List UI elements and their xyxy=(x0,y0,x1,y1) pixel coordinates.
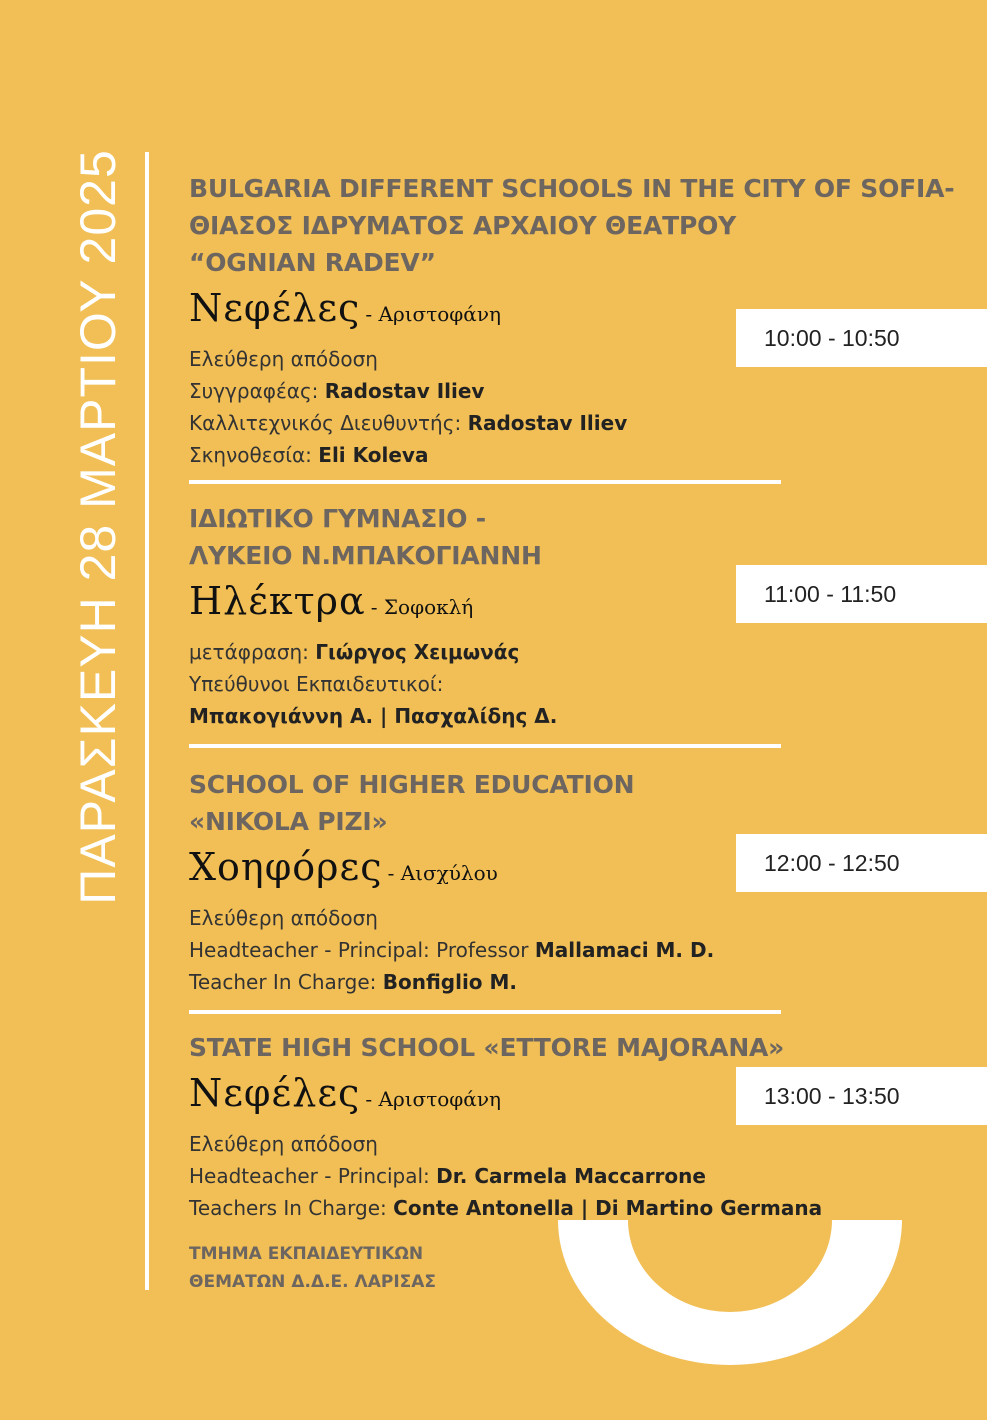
event-header-line: ΘΙΑΣΟΣ ΙΔΡΥΜΑΤΟΣ ΑΡΧΑΙΟΥ ΘΕΑΤΡΟΥ xyxy=(189,211,737,240)
info-line xyxy=(189,636,557,668)
info-label: Ελεύθερη απόδοση xyxy=(189,347,378,371)
play-author: - Αριστοφάνη xyxy=(365,302,501,326)
decorative-arc xyxy=(558,1220,903,1370)
info-label: Headteacher - Principal: xyxy=(189,1164,437,1188)
info-label: Υπεύθυνοι Εκπαιδευτικοί: xyxy=(189,672,444,696)
info-value: Eli Koleva xyxy=(318,443,429,467)
info-line xyxy=(189,407,954,439)
event-4 xyxy=(189,1029,822,1224)
info-value: Dr. Carmela Maccarrone xyxy=(436,1164,706,1188)
time-slot: 10:00 - 10:50 xyxy=(736,309,987,367)
separator xyxy=(189,480,781,484)
event-header-line: SCHOOL OF HIGHER EDUCATION xyxy=(189,770,635,799)
play-title: Χοηφόρες xyxy=(189,845,383,889)
event-header-line: STATE HIGH SCHOOL «ETTORE MAJORANA» xyxy=(189,1033,785,1062)
info-value: Radostav Iliev xyxy=(467,411,628,435)
time-slot: 12:00 - 12:50 xyxy=(736,834,987,892)
play-title: Νεφέλες xyxy=(189,286,361,330)
info-label: Ελεύθερη απόδοση xyxy=(189,906,378,930)
time-slot: 11:00 - 11:50 xyxy=(736,565,987,623)
date-text: ΠΑΡΑΣΚΕΥΗ 28 ΜΑΡΤΙΟΥ 2025 xyxy=(70,149,127,905)
event-header-line: ΛΥΚΕΙΟ Ν.ΜΠΑΚΟΓΙΑΝΝΗ xyxy=(189,541,542,570)
info-label: Σκηνοθεσία: xyxy=(189,443,319,467)
info-label: μετάφραση: xyxy=(189,640,316,664)
info-value: Conte Antonella | Di Martino Germana xyxy=(393,1196,823,1220)
separator xyxy=(189,744,781,748)
play-title: Νεφέλες xyxy=(189,1071,361,1115)
info-line xyxy=(189,966,714,998)
info-value: Bonfiglio M. xyxy=(382,970,518,994)
event-header-line: «NIKOLA PIZI» xyxy=(189,807,388,836)
play-line xyxy=(189,840,714,902)
play-author: - Σοφοκλή xyxy=(370,595,474,619)
info-value: Mallamaci M. D. xyxy=(534,938,715,962)
footer-organization xyxy=(189,1240,436,1296)
play-line xyxy=(189,1066,822,1128)
event-2 xyxy=(189,500,557,732)
info-line xyxy=(189,902,714,934)
info-line xyxy=(189,700,557,732)
info-label: Συγγραφέας: xyxy=(189,379,325,403)
play-line xyxy=(189,574,557,636)
footer-line: ΤΜΗΜΑ ΕΚΠΑΙΔΕΥΤΙΚΩΝ xyxy=(189,1244,424,1264)
info-label: Teachers In Charge: xyxy=(189,1196,394,1220)
date-vertical xyxy=(58,149,138,905)
info-line xyxy=(189,1160,822,1192)
play-author: - Αριστοφάνη xyxy=(365,1087,501,1111)
event-3 xyxy=(189,766,714,998)
info-line xyxy=(189,934,714,966)
info-value: Μπακογιάννη Α. | Πασχαλίδης Δ. xyxy=(189,704,558,728)
time-slot: 13:00 - 13:50 xyxy=(736,1067,987,1125)
info-line xyxy=(189,1128,822,1160)
event-header-line: ΙΔΙΩΤΙΚΟ ΓΥΜΝΑΣΙΟ - xyxy=(189,504,486,533)
info-line xyxy=(189,668,557,700)
event-header-line: “OGNIAN RADEV” xyxy=(189,248,436,277)
info-label: Teacher In Charge: xyxy=(189,970,383,994)
info-line xyxy=(189,375,954,407)
info-line xyxy=(189,439,954,471)
info-value: Radostav Iliev xyxy=(324,379,485,403)
separator xyxy=(189,1010,781,1014)
vertical-divider xyxy=(145,152,149,1290)
info-label: Headteacher - Principal: Professor xyxy=(189,938,535,962)
event-header-line: BULGARIA DIFFERENT SCHOOLS IN THE CITY OF SOFIA- xyxy=(189,174,955,203)
info-label: Ελεύθερη απόδοση xyxy=(189,1132,378,1156)
play-author: - Αισχύλου xyxy=(387,861,498,885)
play-title: Ηλέκτρα xyxy=(189,579,366,623)
footer-line: ΘΕΜΑΤΩΝ Δ.Δ.Ε. ΛΑΡΙΣΑΣ xyxy=(189,1272,437,1292)
info-value: Γιώργος Χειμωνάς xyxy=(315,640,520,664)
info-label: Καλλιτεχνικός Διευθυντής: xyxy=(189,411,468,435)
